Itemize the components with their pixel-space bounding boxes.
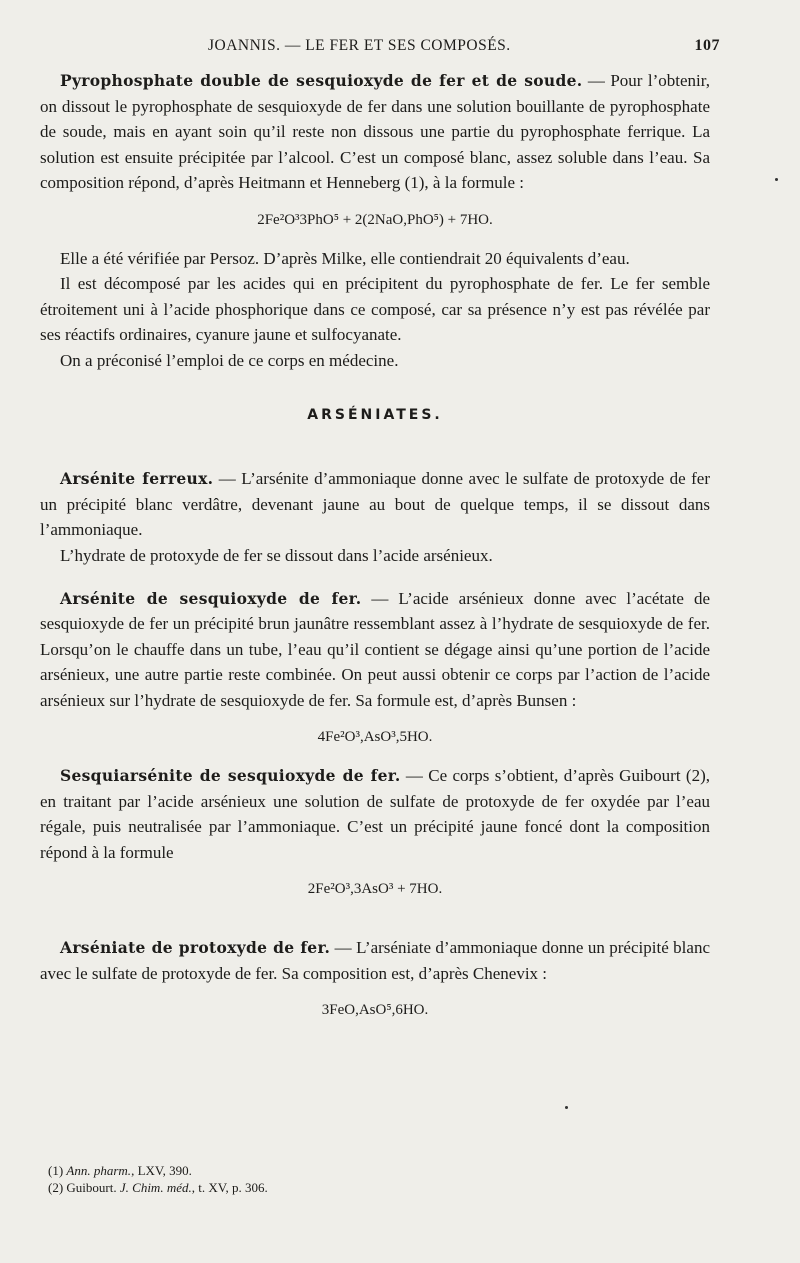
- formula-chenevix: 3FeO,AsO⁵,6HO.: [321, 1002, 429, 1019]
- paragraph-text: — L’arsénite d’ammoniaque donne avec le sulfate de protoxyde de fer un précipité blanc verdâtre, devenant jaune au bout de quelque temps, il se dissout dans l’ammoniaque.: [40, 469, 710, 540]
- formula-bunsen: 4Fe²O³,AsO³,5HO.: [317, 729, 433, 746]
- print-speck: [775, 178, 778, 181]
- rubric-arsenite-sesquioxyde: Arsénite de sesquioxyde de fer.: [60, 588, 362, 608]
- paragraph-arsenite-ferreux: [40, 466, 710, 543]
- footnote-number: (2): [48, 1180, 64, 1195]
- rubric-sesquiarsenite: Sesquiarsénite de sesquioxyde de fer.: [60, 766, 401, 786]
- rubric-pyrophosphate: Pyrophosphate double de sesquioxyde de fer et de soude.: [60, 71, 583, 90]
- footnote-reference: , LXV, 390.: [131, 1163, 192, 1178]
- paragraph-text: — Ce corps s’obtient, d’après Guibourt (2), en traitant par l’acide arsénieux une solution de sulfate de protoxyde de fer oxydée par l’eau régale, puis neutralisée par l’ammoniaque. C’est un précipité jaune foncé dont la composition répond à la formule: [40, 766, 710, 862]
- page-header: [40, 37, 720, 63]
- rubric-arseniate: Arséniate de protoxyde de fer.: [60, 938, 331, 958]
- footnotes: [48, 1162, 688, 1196]
- paragraph-arseniate: [40, 935, 710, 986]
- footnote-reference: , t. XV, p. 306.: [191, 1180, 268, 1195]
- paragraph-arsenite-sesquioxyde: [40, 586, 710, 714]
- running-title: JOANNIS. — LE FER ET SES COMPOSÉS.: [208, 37, 511, 54]
- paragraph-decomposition: Il est décomposé par les acides qui en précipitent du pyrophosphate de fer. Le fer semble étroitement uni à l’acide phosphorique dans ce composé, car sa présence n’y est pas révélée par ses réactifs ordinaires, cyanure jaune et sulfocyanate.: [40, 274, 710, 345]
- paragraph-hydrate: L’hydrate de protoxyde de fer se dissout dans l’acide arsénieux.: [60, 545, 493, 565]
- paragraph-text: — L’arséniate d’ammoniaque donne un précipité blanc avec le sulfate de protoxyde de fer. Sa composition est, d’après Chenevix :: [40, 938, 710, 983]
- paragraph-text: — Pour l’obtenir, on dissout le pyrophosphate de sesquioxyde de fer dans une solution bouillante de pyrophosphate de soude, mais en ayant soin qu’il reste non dissous une partie du pyrophosphate ferrique. La solution est ensuite précipitée par l’alcool. C’est un composé blanc, assez soluble dans l’eau. Sa composition répond, d’après Heitmann et Henneberg (1), à la formule :: [40, 71, 710, 193]
- page-body: [40, 68, 710, 1036]
- paragraph-medecine: On a préconisé l’emploi de ce corps en médecine.: [60, 350, 399, 370]
- section-title: ARSÉNIATES.: [307, 406, 443, 423]
- formula-pyrophosphate: 2Fe²O³3PhO⁵ + 2(2NaO,PhO⁵) + 7HO.: [257, 211, 493, 228]
- footnote-number: (1): [48, 1163, 64, 1178]
- footnote-author: Guibourt.: [66, 1180, 120, 1195]
- paragraph-persoz: Elle a été vérifiée par Persoz. D’après Milke, elle contiendrait 20 équivalents d’eau.: [60, 248, 630, 268]
- paragraph-sesquiarsenite: [40, 763, 710, 865]
- footnote-2: [48, 1179, 688, 1196]
- paragraph-text: — L’acide arsénieux donne avec l’acétate de sesquioxyde de fer un précipité brun jaunâtre ressemblant assez à l’hydrate de sesquioxyde de fer. Lorsqu’on le chauffe dans un tube, l’eau qu’il contient se dégage ainsi qu’une portion de l’acide arsénieux, une autre partie reste combinée. On peut aussi obtenir ce corps par l’action de l’acide arsénieux sur l’hydrate de sesquioxyde de fer. Sa formule est, d’après Bunsen :: [40, 588, 710, 710]
- rubric-arsenite-ferreux: Arsénite ferreux.: [60, 469, 214, 489]
- footnote-journal: Ann. pharm.: [66, 1163, 132, 1178]
- print-speck: [565, 1106, 568, 1109]
- footnote-1: [48, 1162, 688, 1179]
- footnote-journal: J. Chim. méd.: [119, 1180, 192, 1195]
- formula-guibourt: 2Fe²O³,3AsO³ + 7HO.: [307, 881, 443, 898]
- page-number: 107: [694, 37, 720, 54]
- paragraph-pyrophosphate: [40, 68, 710, 196]
